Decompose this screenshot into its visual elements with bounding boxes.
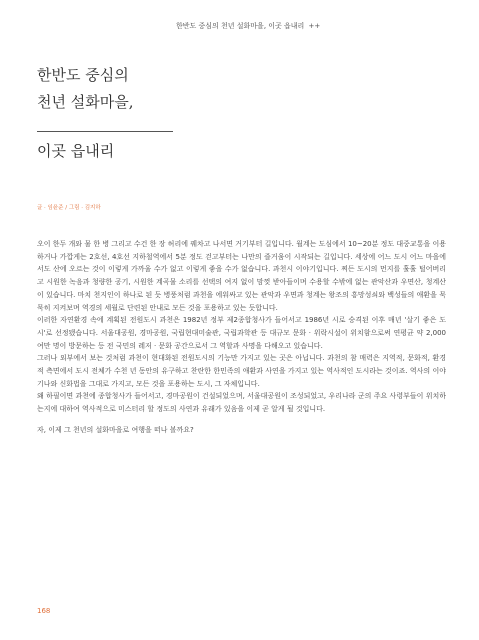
- closing-line: 자, 이제 그 천년의 설화마을로 여행을 떠나 볼까요?: [37, 425, 194, 434]
- running-title: 한반도 중심의 천년 설화마을, 이곳 읍내리: [176, 22, 305, 30]
- chapter-title-line-1: 한반도 중심의: [37, 66, 129, 84]
- running-header: [176, 21, 320, 31]
- title-divider: [37, 131, 173, 132]
- chapter-subtitle: 이곳 읍내리: [37, 142, 115, 160]
- running-header-mark: ++: [308, 22, 321, 30]
- chapter-title: [37, 62, 133, 116]
- page-number: 168: [37, 607, 51, 615]
- chapter-title-line-2: 천년 설화마을,: [37, 93, 134, 111]
- body-paragraph-2: 이러한 자연환경 속에 계획된 전원도시 과천은 1982년 정부 제2종합청사가 들어서고 1986년 시로 승격된 이후 매년 '살기 좋은 도시'로 선정됐습니다. 서울대공원, 경마공원, 국립현대미술관, 국립과학관 등 대규모 문화 · 위락시설이 위치함으로써 연평균 약 2,000여만 명이 방문하는 등 전 국민의 레저 · 문화 공간으로서 그 역할과 사명을 다해오고 있습니다.: [37, 316, 446, 350]
- body-paragraph-4: 왜 하필이면 과천에 종합청사가 들어서고, 경마공원이 건설되었으며, 서울대공원이 조성되었고, 우리나라 군의 주요 사령부들이 위치하는지에 대하여 역사적으로 미스터리 할 정도의 사연과 유래가 있음을 이제 곧 알게 될 것입니다.: [37, 392, 446, 414]
- body-paragraph-3: 그러나 외부에서 보는 것처럼 과천이 현대화된 전원도시의 기능만 가지고 있는 곳은 아닙니다. 과천의 참 매력은 지역적, 문화적, 환경적 측면에서 도시 전체가 수천 년 동안의 유구하고 찬란한 한민족의 애환과 사연을 가지고 있는 역사적인 도시라는 것이죠. 역사의 이야기나와 신화법을 그대로 가지고, 모든 것을 포용하는 도시, 그 자체입니다.: [37, 354, 446, 388]
- body-paragraph-1: 오이 한두 개와 물 한 병 그리고 수건 한 장 허리에 꿰차고 나서면 거기부터 길입니다. 월계는 도심에서 10~20분 정도 대중교통을 이용하거나 가깝게는 2호선, 4호선 지하철역에서 5분 정도 걷고부터는 나만의 즐거움이 시작되는 길입니다. 세상에 어느 도시 어느 마을에서도 산에 오르는 것이 이렇게 가까울 수가 없고 이렇게 좋을 수가 없습니다. 과천시 이야기입니다. 찌든 도시의 먼지를 훌훌 털어버리고 시원한 녹음과 청량한 공기, 시원한 계곡물 소리를 선택의 여지 없이 맘껏 받아들이며 수용할 수밖에 없는 관악산과 우면산, 청계산이 있습니다. 마치 천지인이 하나로 된 듯 병풍처럼 과천을 에워싸고 있는 관악과 우면과 청계는 왕조의 흥망성쇠와 백성들의 애환을 묵묵히 지켜보며 역경의 세월로 단련된 안내로 모든 것을 포용하고 있는 듯합니다.: [37, 240, 446, 312]
- body-text: [37, 238, 446, 437]
- author-credit: 글 · 임윤준 / 그림 · 김지하: [37, 205, 101, 211]
